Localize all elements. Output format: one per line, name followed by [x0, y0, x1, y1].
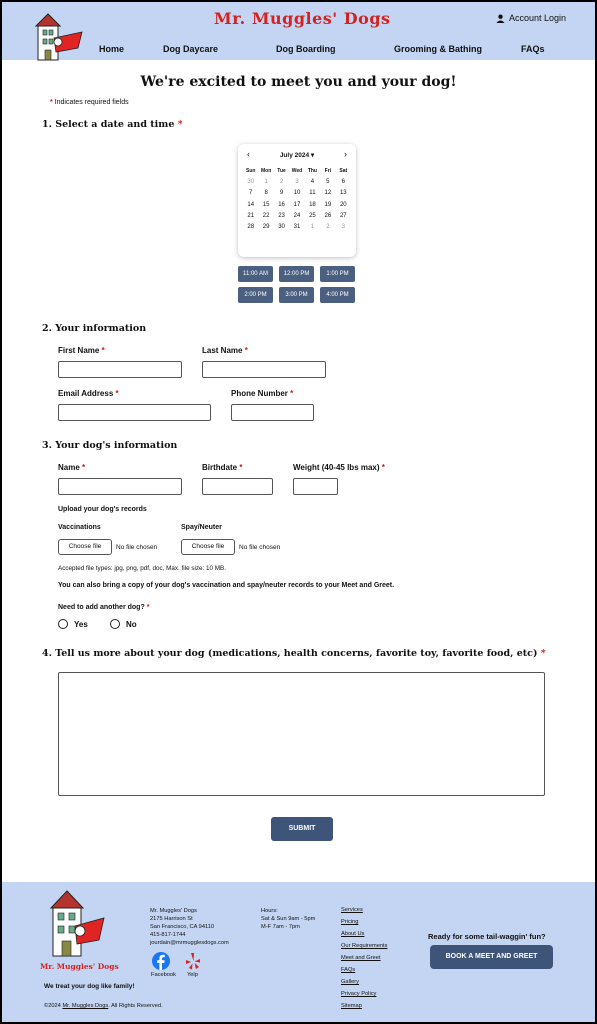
- calendar-day[interactable]: 26: [324, 212, 332, 219]
- calendar-day[interactable]: 8: [264, 190, 268, 197]
- day-of-week: Tue: [277, 168, 286, 174]
- footer-link-services[interactable]: Services: [341, 907, 363, 913]
- phone-input[interactable]: [231, 404, 314, 421]
- facebook-label: Facebook: [151, 972, 176, 978]
- calendar-day[interactable]: 23: [278, 212, 285, 219]
- spay-neuter-choose-file-button[interactable]: Choose file: [181, 539, 235, 555]
- hours-line: Sat & Sun 9am - 5pm: [261, 916, 316, 922]
- calendar-day[interactable]: 18: [309, 201, 316, 208]
- hours-line: M-F 7am - 7pm: [261, 924, 300, 930]
- step1-heading: [42, 119, 183, 130]
- address-line: Mr. Muggles' Dogs: [150, 908, 197, 914]
- day-of-week: Sun: [245, 168, 256, 174]
- calendar-grid: [243, 168, 351, 230]
- calendar-day[interactable]: 20: [339, 201, 347, 208]
- bring-copy-note: You can also bring a copy of your dog's vaccination and spay/neuter records to your Meet and Greet.: [58, 582, 395, 589]
- yes-label: Yes: [74, 620, 88, 629]
- weight-label: [293, 463, 385, 472]
- time-slot-button[interactable]: 4:00 PM: [320, 287, 355, 303]
- email-label-text: Email Address: [58, 389, 114, 398]
- calendar-day[interactable]: 27: [339, 212, 347, 219]
- book-meet-and-greet-button[interactable]: BOOK A MEET AND GREET: [430, 945, 553, 969]
- calendar-day[interactable]: 13: [339, 190, 347, 197]
- address-line: 2175 Harrison St: [150, 916, 193, 922]
- chevron-down-icon: ▾: [310, 152, 315, 159]
- footer-link-faqs[interactable]: FAQs: [341, 967, 356, 973]
- time-slot-button[interactable]: 3:00 PM: [279, 287, 314, 303]
- footer-link-meet-and-greet[interactable]: Meet and Greet: [341, 955, 381, 961]
- email-label: [58, 389, 119, 398]
- last-name-input[interactable]: [202, 361, 326, 378]
- day-of-week: Wed: [291, 168, 303, 174]
- copyright-suffix: . All Rights Reserved.: [108, 1003, 163, 1009]
- account-login-label: Account Login: [509, 13, 567, 23]
- day-of-week: Sat: [339, 168, 348, 174]
- phone-label-text: Phone Number: [231, 389, 288, 398]
- calendar-day[interactable]: 15: [262, 201, 270, 208]
- nav-dog-boarding[interactable]: Dog Boarding: [276, 44, 336, 54]
- required-star: *: [115, 389, 119, 398]
- required-note-text: Indicates required fields: [54, 99, 129, 106]
- step3-heading: 3. Your dog's information: [42, 440, 178, 451]
- step1-heading-text: 1. Select a date and time: [42, 119, 175, 130]
- required-note: [50, 99, 129, 106]
- birthdate-label: [202, 463, 242, 472]
- nav-faqs[interactable]: FAQs: [521, 44, 545, 54]
- calendar-day[interactable]: 14: [247, 201, 255, 208]
- account-login-link[interactable]: [496, 13, 566, 23]
- required-star: *: [82, 463, 86, 472]
- step4-heading: [42, 648, 546, 659]
- phone-number: 415-817-1744: [150, 932, 186, 938]
- calendar-day[interactable]: 19: [324, 201, 332, 208]
- calendar-month-label: July 2024: [279, 152, 310, 159]
- another-dog-label: [58, 604, 149, 611]
- birthdate-input[interactable]: [202, 478, 273, 495]
- time-slot-button[interactable]: 2:00 PM: [238, 287, 273, 303]
- last-name-label-text: Last Name: [202, 346, 243, 355]
- another-dog-no-radio[interactable]: [110, 619, 120, 629]
- spay-neuter-file-status: No file chosen: [239, 544, 281, 551]
- upload-heading: Upload your dog's records: [58, 506, 147, 513]
- calendar-day[interactable]: 4: [310, 179, 315, 186]
- footer-link-pricing[interactable]: Pricing: [341, 919, 359, 925]
- day-of-week: Fri: [324, 168, 332, 174]
- day-of-week: Mon: [260, 168, 272, 174]
- calendar-day: 2: [326, 223, 330, 230]
- another-dog-yes-radio[interactable]: [58, 619, 68, 629]
- hours-title: Hours:: [261, 908, 278, 914]
- footer-link-our-requirements[interactable]: Our Requirements: [341, 943, 388, 949]
- facebook-icon[interactable]: [152, 952, 170, 970]
- accepted-file-types: Accepted file types: jpg, png, pdf, doc, Max. file size: 10 MB.: [58, 565, 227, 572]
- brand-name[interactable]: Mr. Muggles' Dogs: [214, 9, 391, 28]
- required-star: *: [146, 604, 150, 611]
- required-star: *: [244, 346, 248, 355]
- calendar-day: 30: [247, 179, 255, 186]
- calendar-day: 3: [295, 179, 299, 186]
- footer-hours: [261, 907, 315, 931]
- calendar-day[interactable]: 5: [326, 179, 330, 186]
- nav-home[interactable]: Home: [99, 44, 125, 54]
- required-star: *: [50, 99, 53, 106]
- first-name-label: [58, 346, 105, 355]
- vaccinations-label: Vaccinations: [58, 524, 101, 531]
- step4-heading-text: 4. Tell us more about your dog (medications, health concerns, favorite toy, favorite food, etc): [42, 648, 538, 659]
- calendar-day[interactable]: 12: [324, 190, 332, 197]
- calendar-day[interactable]: 11: [309, 190, 316, 197]
- time-slot-button[interactable]: 11:00 AM: [238, 266, 273, 282]
- submit-button[interactable]: SUBMIT: [271, 817, 333, 841]
- dog-name-label: [58, 463, 85, 472]
- dog-name-label-text: Name: [58, 463, 80, 472]
- page-frame: [2, 2, 595, 1022]
- nav-dog-daycare[interactable]: Dog Daycare: [163, 44, 219, 54]
- day-of-week: Thu: [307, 168, 317, 174]
- vaccinations-choose-file-button[interactable]: Choose file: [58, 539, 112, 555]
- email-input[interactable]: [58, 404, 211, 421]
- copyright-link[interactable]: Mr. Muggles Dogs: [62, 1003, 109, 1009]
- time-slot-button[interactable]: 1:00 PM: [320, 266, 355, 282]
- date-picker: [238, 144, 356, 257]
- calendar-day[interactable]: 10: [293, 190, 301, 197]
- footer-link-privacy-policy[interactable]: Privacy Policy: [341, 991, 377, 997]
- dog-details-textarea[interactable]: [58, 672, 545, 796]
- no-label: No: [126, 620, 137, 629]
- calendar-day[interactable]: 22: [262, 212, 270, 219]
- calendar-day[interactable]: 28: [247, 223, 255, 230]
- nav-grooming-bathing[interactable]: Grooming & Bathing: [394, 44, 482, 54]
- calendar-day: 2: [279, 179, 284, 186]
- another-dog-label-text: Need to add another dog?: [58, 604, 145, 611]
- calendar-day[interactable]: 9: [279, 190, 284, 197]
- calendar-day[interactable]: 31: [293, 223, 301, 230]
- cta-text: Ready for some tail-waggin' fun?: [428, 932, 546, 941]
- calendar-day[interactable]: 29: [262, 223, 270, 230]
- required-star: *: [540, 648, 546, 659]
- chevron-right-icon[interactable]: ›: [344, 149, 347, 159]
- calendar-day[interactable]: 16: [278, 201, 285, 208]
- email-address[interactable]: jourdain@mrmugglesdogs.com: [150, 940, 229, 946]
- required-star: *: [101, 346, 105, 355]
- calendar-day[interactable]: 7: [249, 190, 253, 197]
- address-line: San Francisco, CA 94110: [150, 924, 215, 930]
- calendar-day: 3: [341, 223, 345, 230]
- footer-link-about-us[interactable]: About Us: [341, 931, 365, 937]
- first-name-input[interactable]: [58, 361, 182, 378]
- user-icon: [496, 14, 505, 23]
- footer-logo-text: Mr. Muggles' Dogs: [40, 962, 119, 971]
- calendar-day[interactable]: 6: [341, 179, 345, 186]
- chevron-left-icon[interactable]: ‹: [247, 149, 250, 159]
- step2-heading: 2. Your information: [42, 323, 147, 334]
- house-logo-icon[interactable]: [32, 12, 84, 62]
- calendar-day[interactable]: 21: [247, 212, 255, 219]
- last-name-label: [202, 346, 248, 355]
- calendar-day[interactable]: 24: [293, 212, 301, 219]
- house-logo-icon: [47, 888, 105, 960]
- calendar-day[interactable]: 25: [309, 212, 316, 219]
- calendar-day: 1: [310, 223, 315, 230]
- weight-label-text: Weight (40-45 lbs max): [293, 463, 380, 472]
- copyright: [44, 1002, 163, 1010]
- vaccinations-file-status: No file chosen: [116, 544, 158, 551]
- first-name-label-text: First Name: [58, 346, 100, 355]
- yelp-icon[interactable]: [185, 952, 201, 970]
- page-title: We're excited to meet you and your dog!: [140, 74, 457, 90]
- copyright-prefix: ©2024: [44, 1003, 61, 1009]
- site-header: [2, 2, 595, 60]
- weight-input[interactable]: [293, 478, 338, 495]
- calendar-day[interactable]: 30: [278, 223, 285, 230]
- spay-neuter-label: Spay/Neuter: [181, 524, 222, 531]
- calendar-month[interactable]: [238, 151, 356, 159]
- required-star: *: [290, 389, 294, 398]
- phone-label: [231, 389, 293, 398]
- yelp-label: Yelp: [187, 972, 198, 978]
- required-star: *: [177, 119, 183, 130]
- footer-tagline: We treat your dog like family!: [44, 983, 135, 990]
- dog-name-input[interactable]: [58, 478, 182, 495]
- required-star: *: [381, 463, 385, 472]
- time-slot-button[interactable]: 12:00 PM: [279, 266, 314, 282]
- calendar-day: 1: [264, 179, 268, 186]
- footer-address: [150, 907, 229, 947]
- birthdate-label-text: Birthdate: [202, 463, 238, 472]
- footer-link-sitemap[interactable]: Sitemap: [341, 1003, 362, 1009]
- footer-link-gallery[interactable]: Gallery: [341, 979, 360, 985]
- calendar-day[interactable]: 17: [293, 201, 301, 208]
- required-star: *: [239, 463, 243, 472]
